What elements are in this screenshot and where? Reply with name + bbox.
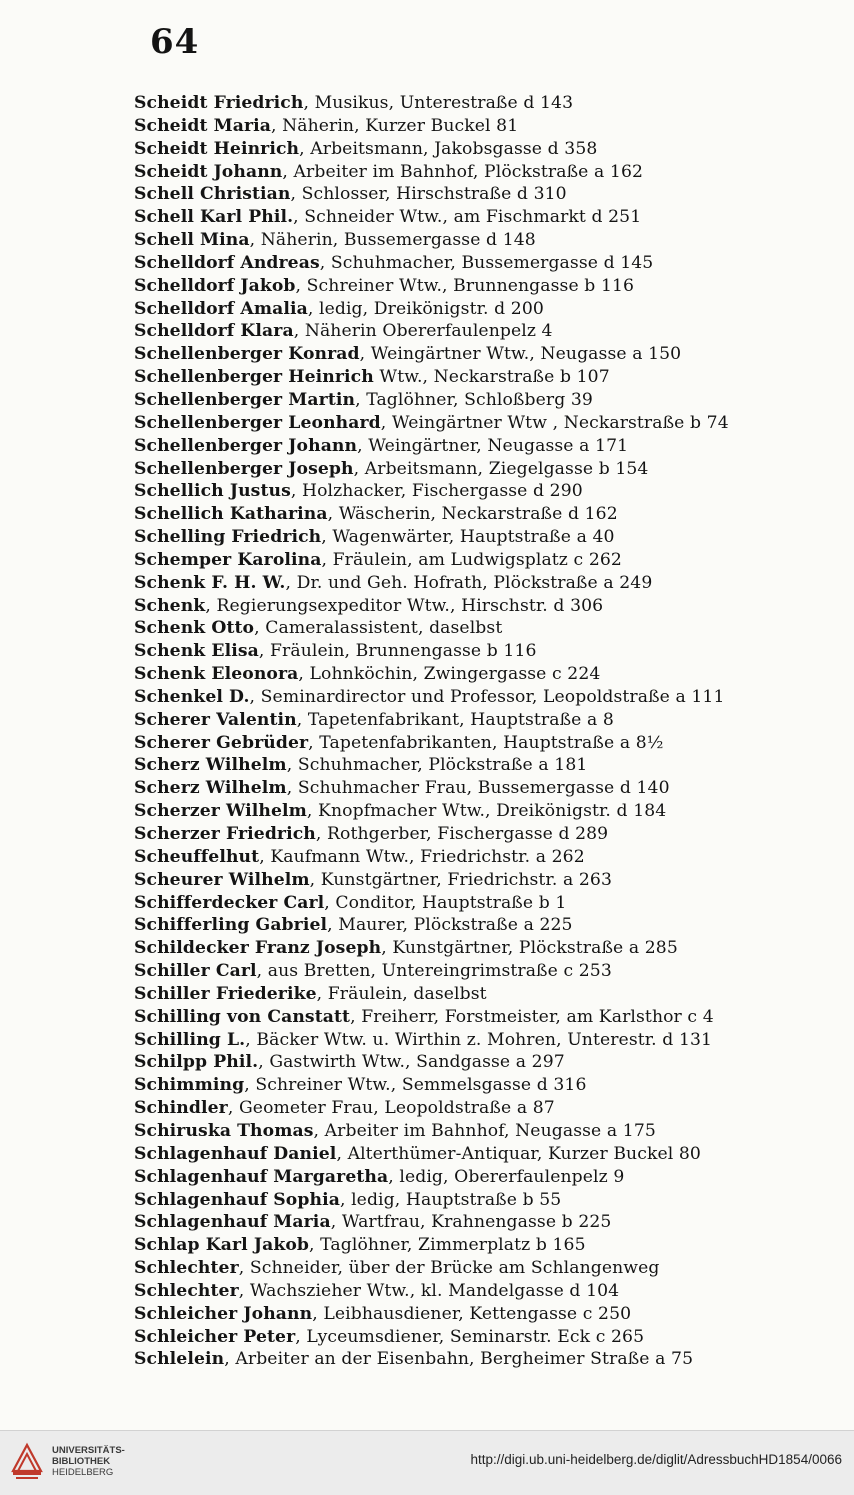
directory-entry xyxy=(134,320,824,343)
entry-details: , Tapetenfabrikanten, Hauptstraße a 8½ xyxy=(308,732,664,753)
directory-entry xyxy=(134,549,824,572)
directory-entry xyxy=(134,1029,824,1052)
entry-name: Schlagenhauf Margaretha xyxy=(134,1166,389,1187)
entry-details: , Arbeiter im Bahnhof, Neugasse a 175 xyxy=(313,1120,656,1141)
library-name xyxy=(52,1445,125,1478)
directory-entry xyxy=(134,869,824,892)
library-name-line-2: BIBLIOTHEK xyxy=(52,1455,111,1467)
entry-name: Schelldorf Andreas xyxy=(134,252,320,273)
directory-entry xyxy=(134,389,824,412)
entry-details: , Bäcker Wtw. u. Wirthin z. Mohren, Unterestr. d 131 xyxy=(245,1029,713,1050)
entry-name: Scheidt Friedrich xyxy=(134,93,304,113)
entry-details: , Wachszieher Wtw., kl. Mandelgasse d 104 xyxy=(238,1280,620,1301)
directory-entry xyxy=(134,252,824,275)
directory-entry xyxy=(134,1074,824,1097)
entry-details: , Fräulein, am Ludwigsplatz c 262 xyxy=(321,549,622,570)
entry-details: , Wartfrau, Krahnengasse b 225 xyxy=(330,1212,612,1233)
directory-entry xyxy=(134,777,824,800)
directory-entry xyxy=(134,480,824,503)
directory-entry xyxy=(134,138,824,161)
entry-name: Schiller Carl xyxy=(134,961,257,982)
entry-details: , Näherin Obererfaulenpelz 4 xyxy=(293,321,553,342)
entry-details: , Taglöhner, Schloßberg 39 xyxy=(355,389,593,410)
entry-name: Schenk xyxy=(134,595,206,616)
entry-name: Schleicher Johann xyxy=(134,1303,313,1324)
entry-name: Schenk F. H. W. xyxy=(134,572,286,593)
entry-name: Schiller Friederike xyxy=(134,983,317,1004)
entry-name: Schenk Otto xyxy=(134,618,255,639)
entry-name: Scheidt Johann xyxy=(134,161,283,182)
entry-details: , Leibhausdiener, Kettengasse c 250 xyxy=(312,1303,632,1324)
directory-entry xyxy=(134,1166,824,1189)
entry-details: , Lyceumsdiener, Seminarstr. Eck c 265 xyxy=(295,1326,645,1347)
entry-details: , Kaufmann Wtw., Friedrichstr. a 262 xyxy=(259,846,585,867)
entry-name: Schell Mina xyxy=(134,230,250,251)
directory-entry xyxy=(134,892,824,915)
library-name-line-1: UNIVERSITÄTS- xyxy=(52,1444,125,1456)
entry-name: Schelldorf Amalia xyxy=(134,298,308,319)
entry-name: Schellenberger Joseph xyxy=(134,458,354,479)
entry-name: Schilpp Phil. xyxy=(134,1052,259,1073)
directory-entry xyxy=(134,412,824,435)
entry-name: Schiruska Thomas xyxy=(134,1120,314,1141)
entry-name: Scheidt Maria xyxy=(134,115,271,136)
entry-name: Scherzer Wilhelm xyxy=(134,801,307,822)
directory-entry xyxy=(134,161,824,184)
directory-entry xyxy=(134,458,824,481)
entry-details: , ledig, Hauptstraße b 55 xyxy=(339,1189,562,1210)
entry-details: , Conditor, Hauptstraße b 1 xyxy=(324,892,567,913)
entry-name: Schifferling Gabriel xyxy=(134,915,328,936)
directory-entry xyxy=(134,526,824,549)
library-logo[interactable] xyxy=(10,1441,125,1481)
entry-details: , Geometer Frau, Leopoldstraße a 87 xyxy=(227,1098,555,1119)
directory-entry xyxy=(134,617,824,640)
entry-details: , Arbeitsmann, Jakobsgasse d 358 xyxy=(299,138,598,159)
entry-details: , Weingärtner Wtw., Neugasse a 150 xyxy=(359,344,682,365)
directory-entry xyxy=(134,846,824,869)
entry-details: , Wagenwärter, Hauptstraße a 40 xyxy=(321,527,615,548)
entry-name: Scherer Gebrüder xyxy=(134,732,309,753)
directory-entry xyxy=(134,1326,824,1349)
entry-details: , Schuhmacher, Plöckstraße a 181 xyxy=(286,755,588,776)
entry-details: , Schlosser, Hirschstraße d 310 xyxy=(290,184,567,205)
directory-entry xyxy=(134,1006,824,1029)
entry-details: , Cameralassistent, daselbst xyxy=(254,618,503,639)
entry-details: , aus Bretten, Untereingrimstraße c 253 xyxy=(256,961,612,982)
entry-details: , Dr. und Geh. Hofrath, Plöckstraße a 249 xyxy=(285,572,653,593)
entry-name: Schlelein xyxy=(134,1349,225,1370)
directory-entry xyxy=(134,572,824,595)
entry-details: , Schneider, über der Brücke am Schlangenweg xyxy=(238,1258,660,1279)
entry-name: Schellich Justus xyxy=(134,481,291,502)
entry-name: Schell Karl Phil. xyxy=(134,207,294,228)
directory-entry xyxy=(134,663,824,686)
directory-entry xyxy=(134,686,824,709)
entry-details: , Fräulein, daselbst xyxy=(316,983,487,1004)
directory-entry xyxy=(134,1120,824,1143)
entry-details: , Freiherr, Forstmeister, am Karlsthor c 4 xyxy=(350,1006,714,1027)
directory-entry xyxy=(134,503,824,526)
entry-name: Scheurer Wilhelm xyxy=(134,869,310,890)
entry-details: , ledig, Dreikönigstr. d 200 xyxy=(307,298,544,319)
directory-entry xyxy=(134,183,824,206)
entry-details: , ledig, Obererfaulenpelz 9 xyxy=(388,1166,625,1187)
entry-name: Schellenberger Heinrich xyxy=(134,367,374,388)
entry-details: , Seminardirector und Professor, Leopoldstraße a 111 xyxy=(249,686,725,707)
directory-entry xyxy=(134,115,824,138)
entry-details: , Taglöhner, Zimmerplatz b 165 xyxy=(309,1235,586,1256)
entry-details: , Kunstgärtner, Friedrichstr. a 263 xyxy=(309,869,612,890)
entry-name: Schindler xyxy=(134,1098,228,1119)
directory-entry xyxy=(134,823,824,846)
directory-entry xyxy=(134,732,824,755)
entry-name: Schilling L. xyxy=(134,1029,246,1050)
directory-entry xyxy=(134,1189,824,1212)
directory-entry xyxy=(134,1280,824,1303)
entry-details: , Musikus, Unterestraße d 143 xyxy=(303,93,574,113)
entry-details: , Arbeiter im Bahnhof, Plöckstraße a 162 xyxy=(282,161,644,182)
entry-details: , Lohnköchin, Zwingergasse c 224 xyxy=(298,664,601,685)
directory-entry xyxy=(134,92,824,115)
entry-name: Schlagenhauf Sophia xyxy=(134,1189,340,1210)
directory-entry xyxy=(134,983,824,1006)
directory-entry xyxy=(134,960,824,983)
entry-name: Schildecker Franz Joseph xyxy=(134,938,382,959)
entry-name: Schifferdecker Carl xyxy=(134,892,325,913)
directory-entry xyxy=(134,640,824,663)
directory-entry xyxy=(134,595,824,618)
directory-entry xyxy=(134,937,824,960)
entry-name: Scherzer Friedrich xyxy=(134,824,316,844)
entry-details: , Rothgerber, Fischergasse d 289 xyxy=(315,824,609,844)
entry-name: Schleicher Peter xyxy=(134,1326,296,1347)
directory-entries xyxy=(134,92,824,1371)
entry-name: Schlagenhauf Daniel xyxy=(134,1143,337,1164)
directory-entry xyxy=(134,1348,824,1371)
entry-details: , Arbeiter an der Eisenbahn, Bergheimer Straße a 75 xyxy=(224,1349,694,1370)
entry-details: , Tapetenfabrikant, Hauptstraße a 8 xyxy=(296,709,614,730)
directory-entry xyxy=(134,1051,824,1074)
directory-entry xyxy=(134,1097,824,1120)
entry-name: Schenk Elisa xyxy=(134,641,259,662)
entry-details: Wtw., Neckarstraße b 107 xyxy=(373,367,610,388)
viewer-footer xyxy=(0,1430,854,1495)
entry-details: , Weingärtner, Neugasse a 171 xyxy=(357,435,629,456)
entry-name: Schlap Karl Jakob xyxy=(134,1235,310,1256)
directory-entry xyxy=(134,206,824,229)
entry-details: , Schreiner Wtw., Semmelsgasse d 316 xyxy=(244,1075,587,1096)
directory-entry xyxy=(134,709,824,732)
directory-entry xyxy=(134,298,824,321)
entry-name: Schellenberger Johann xyxy=(134,435,358,456)
entry-name: Schilling von Canstatt xyxy=(134,1006,351,1027)
entry-name: Schelldorf Jakob xyxy=(134,275,296,296)
directory-entry xyxy=(134,229,824,252)
directory-entry xyxy=(134,1143,824,1166)
directory-entry xyxy=(134,800,824,823)
directory-entry xyxy=(134,343,824,366)
entry-name: Schellenberger Konrad xyxy=(134,344,360,365)
directory-entry xyxy=(134,914,824,937)
entry-details: , Knopfmacher Wtw., Dreikönigstr. d 184 xyxy=(306,801,667,822)
entry-details: , Näherin, Bussemergasse d 148 xyxy=(249,230,536,251)
entry-details: , Wäscherin, Neckarstraße d 162 xyxy=(327,504,618,525)
directory-entry xyxy=(134,275,824,298)
directory-entry xyxy=(134,1234,824,1257)
directory-entry xyxy=(134,1303,824,1326)
entry-name: Schlechter xyxy=(134,1258,239,1279)
entry-details: , Schreiner Wtw., Brunnengasse b 116 xyxy=(295,275,635,296)
entry-name: Scheidt Heinrich xyxy=(134,138,300,159)
entry-details: , Gastwirth Wtw., Sandgasse a 297 xyxy=(258,1052,565,1073)
entry-details: , Weingärtner Wtw , Neckarstraße b 74 xyxy=(380,412,729,433)
entry-name: Schenkel D. xyxy=(134,686,250,707)
directory-entry xyxy=(134,754,824,777)
entry-name: Schlagenhauf Maria xyxy=(134,1212,331,1233)
entry-name: Schimming xyxy=(134,1075,245,1096)
entry-details: , Regierungsexpeditor Wtw., Hirschstr. d 306 xyxy=(205,595,604,616)
entry-name: Scherz Wilhelm xyxy=(134,778,287,799)
entry-details: , Maurer, Plöckstraße a 225 xyxy=(327,915,573,936)
entry-name: Schlechter xyxy=(134,1280,239,1301)
entry-details: , Arbeitsmann, Ziegelgasse b 154 xyxy=(353,458,649,479)
entry-name: Schelling Friedrich xyxy=(134,527,322,548)
entry-details: , Kunstgärtner, Plöckstraße a 285 xyxy=(381,938,678,959)
directory-entry xyxy=(134,1211,824,1234)
library-name-line-3: HEIDELBERG xyxy=(52,1466,114,1478)
source-url-link[interactable]: http://digi.ub.uni-heidelberg.de/diglit/AdressbuchHD1854/0066 xyxy=(470,1452,842,1467)
entry-details: , Schuhmacher, Bussemergasse d 145 xyxy=(319,252,654,273)
entry-name: Schellenberger Leonhard xyxy=(134,412,381,433)
entry-name: Scheuffelhut xyxy=(134,846,260,867)
directory-entry xyxy=(134,1257,824,1280)
entry-name: Schell Christian xyxy=(134,184,291,205)
entry-name: Schellich Katharina xyxy=(134,504,328,525)
entry-details: , Fräulein, Brunnengasse b 116 xyxy=(258,641,537,662)
entry-name: Schellenberger Martin xyxy=(134,389,356,410)
entry-details: , Holzhacker, Fischergasse d 290 xyxy=(290,481,583,502)
entry-name: Schenk Eleonora xyxy=(134,664,299,685)
directory-entry xyxy=(134,366,824,389)
entry-name: Schelldorf Klara xyxy=(134,321,294,342)
entry-name: Scherz Wilhelm xyxy=(134,755,287,776)
directory-entry xyxy=(134,435,824,458)
entry-details: , Alterthümer-Antiquar, Kurzer Buckel 80 xyxy=(336,1143,701,1164)
page-number: 64 xyxy=(150,22,200,62)
entry-name: Scherer Valentin xyxy=(134,709,297,730)
entry-details: , Schuhmacher Frau, Bussemergasse d 140 xyxy=(286,778,670,799)
entry-details: , Näherin, Kurzer Buckel 81 xyxy=(270,115,519,136)
entry-details: , Schneider Wtw., am Fischmarkt d 251 xyxy=(293,207,642,228)
university-seal-icon xyxy=(10,1441,44,1481)
entry-name: Schemper Karolina xyxy=(134,549,322,570)
